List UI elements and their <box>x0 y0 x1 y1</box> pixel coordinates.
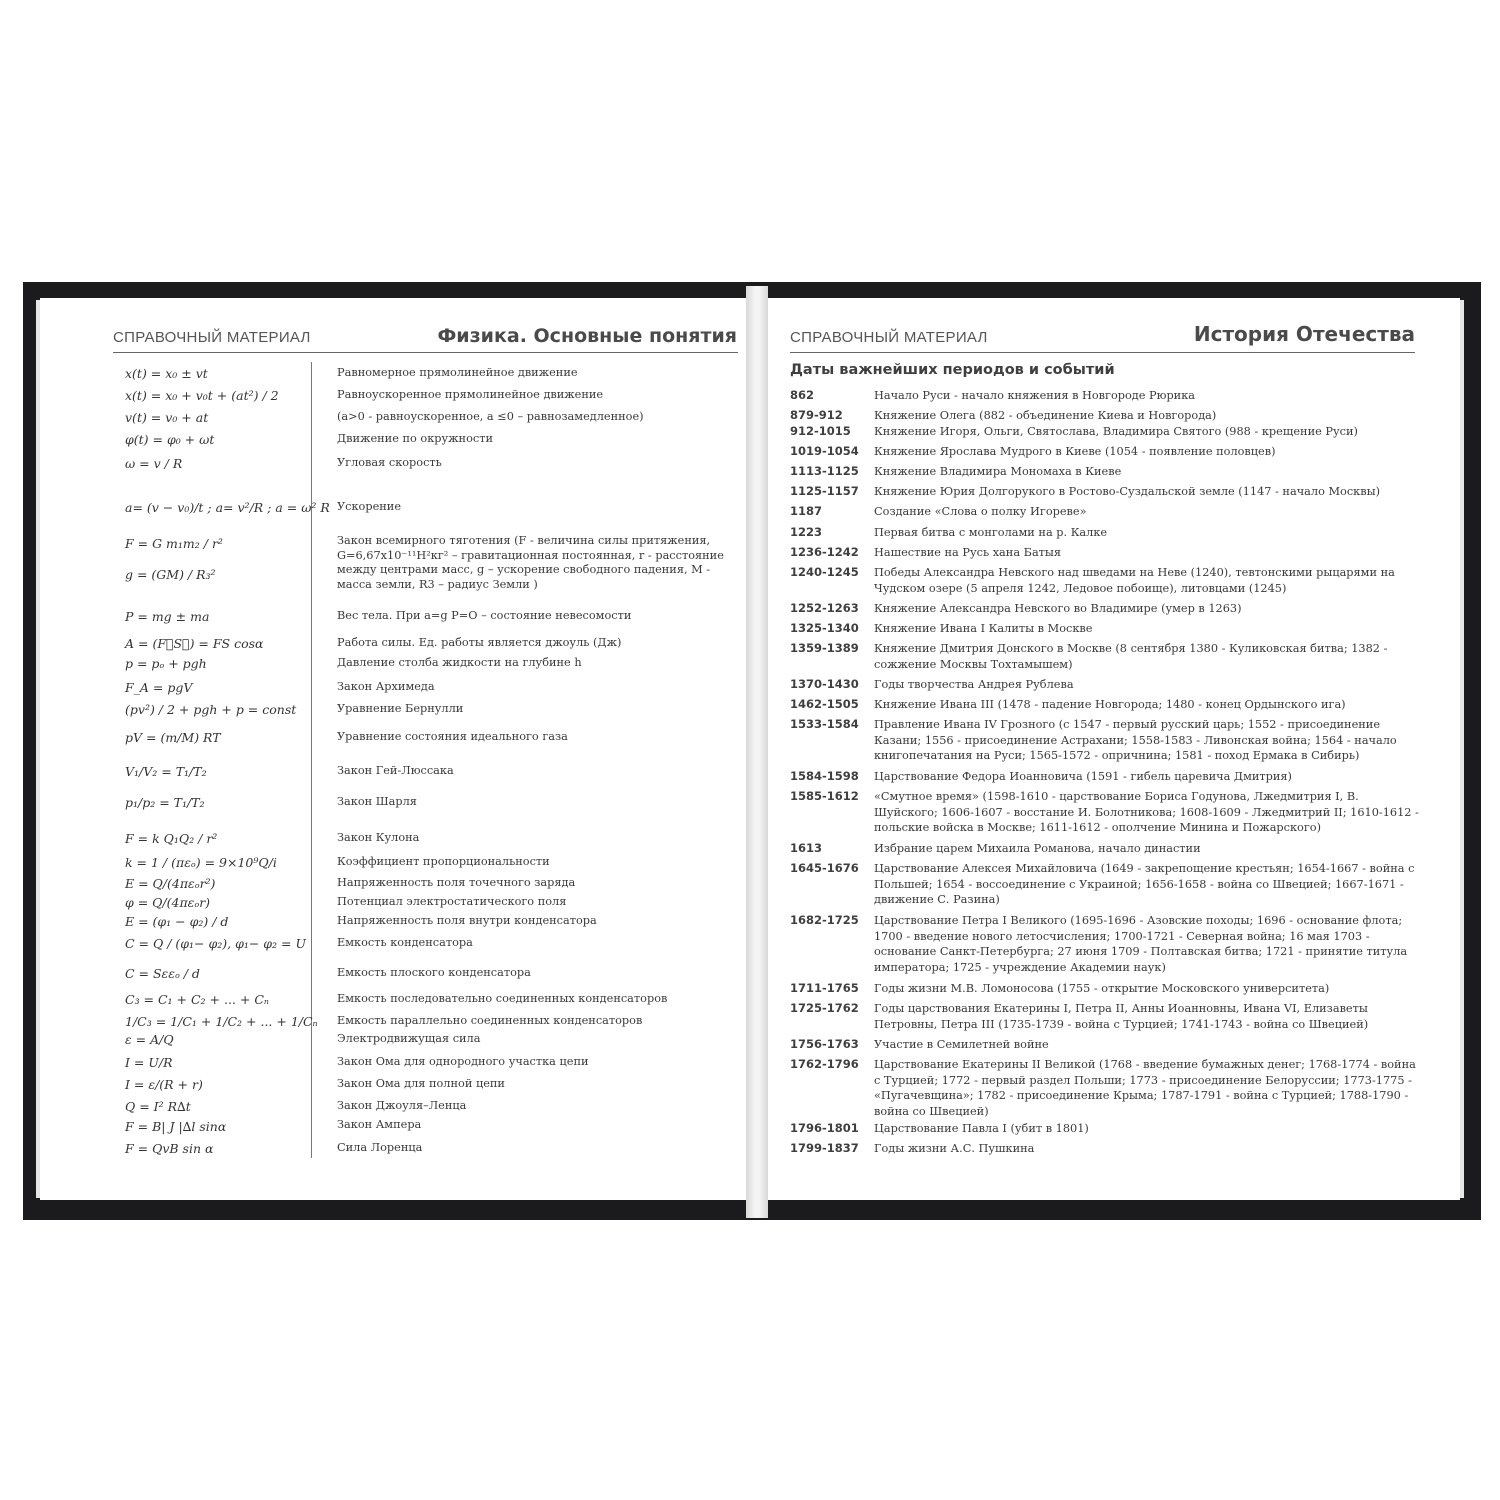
right-header-rule <box>790 352 1415 353</box>
history-event: Первая битва с монголами на р. Калке <box>874 526 1108 539</box>
history-event: Царствование Петра I Великого (1695-1696 - Азовские походы; 1696 - основание флота; 1700 - введение нового летосчисления; 1700-1721 - Северная война; 16 мая 1703 - основание Санкт-Петербурга; 27 июня 1709 - Полтавская битва; 1721 - принятие титула императора; 1725 - учреждение Академии наук) <box>874 914 1408 974</box>
right-header-title: История Отечества <box>1193 322 1415 346</box>
history-event: Царствование Федора Иоанновича (1591 - гибель царевича Дмитрия) <box>874 770 1292 783</box>
formula: pV = (m/M) RT <box>125 730 221 745</box>
formula-description: Коэффициент пропорциональности <box>337 855 550 868</box>
history-date: 1113-1125 <box>790 464 859 478</box>
history-date: 1796-1801 <box>790 1121 859 1135</box>
history-event: Правление Ивана IV Грозного (с 1547 - первый русский царь; 1552 - присоединение Казани; 1556 - присоединение Астрахани; 1558-1583 - Ливонская война; 1564 - начало книгопечатания на Руси; 1565-1572 - опричнина; 1581 - поход Ермака в Сибирь) <box>874 718 1397 762</box>
history-date: 1762-1796 <box>790 1057 859 1071</box>
left-header-title: Физика. Основные понятия <box>437 325 737 347</box>
history-event: Начало Руси - начало княжения в Новгороде Рюрика <box>874 389 1196 402</box>
history-date: 1584-1598 <box>790 769 859 783</box>
formula: F_A = pgV <box>125 680 193 695</box>
history-date: 1370-1430 <box>790 677 859 691</box>
formula-description: Напряженность поля внутри конденсатора <box>337 914 597 927</box>
formula: F = G m₁m₂ / r² <box>125 536 223 551</box>
history-date: 1019-1054 <box>790 444 859 458</box>
left-header-rule <box>113 352 738 353</box>
formula: C = Sεεₒ / d <box>125 966 200 981</box>
history-event: Годы жизни М.В. Ломоносова (1755 - открытие Московского университета) <box>874 982 1330 995</box>
formula-description: Давление столба жидкости на глубине h <box>337 656 582 669</box>
history-date: 1236-1242 <box>790 545 859 559</box>
history-event: Княжение Ярослава Мудрого в Киеве (1054 - появление половцев) <box>874 445 1276 458</box>
formula: E = Q/(4πεₒr²) <box>125 876 216 891</box>
formula-description: Закон Архимеда <box>337 680 435 693</box>
history-event: Княжение Юрия Долгорукого в Ростово-Суздальской земле (1147 - начало Москвы) <box>874 485 1380 498</box>
history-date: 1240-1245 <box>790 565 859 579</box>
formula: I = ε/(R + r) <box>125 1077 203 1092</box>
history-date: 1585-1612 <box>790 789 859 803</box>
history-event: Княжение Игоря, Ольги, Святослава, Владимира Святого (988 - крещение Руси) <box>874 425 1358 438</box>
history-date: 1252-1263 <box>790 601 859 615</box>
history-event: Нашествие на Русь хана Батыя <box>874 546 1062 559</box>
formula: P = mg ± ma <box>125 609 210 624</box>
history-event: Избрание царем Михаила Романова, начало династии <box>874 842 1201 855</box>
formula: F = B| J |∆l sinα <box>125 1119 227 1134</box>
history-event: Годы творчества Андрея Рублева <box>874 678 1074 691</box>
history-event: Княжение Ивана I Калиты в Москве <box>874 622 1093 635</box>
left-header-label: СПРАВОЧНЫЙ МАТЕРИАЛ <box>113 329 311 346</box>
formula-description: Уравнение состояния идеального газа <box>337 730 568 743</box>
formula: V₁/V₂ = T₁/T₂ <box>125 764 207 779</box>
history-subtitle: Даты важнейших периодов и событий <box>790 362 1115 378</box>
formula: 1/C₃ = 1/C₁ + 1/C₂ + ... + 1/Cₙ <box>125 1014 318 1029</box>
formula-description: Работа силы. Ед. работы является джоуль (Дж) <box>337 636 622 649</box>
formula: C₃ = C₁ + C₂ + ... + Cₙ <box>125 992 269 1007</box>
formula: φ = Q/(4πεₒr) <box>125 895 211 910</box>
history-event: Княжение Владимира Мономаха в Киеве <box>874 465 1122 478</box>
history-date: 1359-1389 <box>790 641 859 655</box>
history-event: Победы Александра Невского над шведами на Неве (1240), тевтонскими рыцарями на Чудском озере (5 апреля 1242, Ледовое побоище), литовцами (1245) <box>874 566 1395 595</box>
formula: F = k Q₁Q₂ / r² <box>125 831 218 846</box>
history-event: Годы жизни А.С. Пушкина <box>874 1142 1035 1155</box>
history-date: 1799-1837 <box>790 1141 859 1155</box>
formula-description: Закон всемирного тяготения (F - величина силы притяжения, G=6,67x10⁻¹¹Н²кг² – гравитационная постоянная, r - расстояние между центрами масс, g – ускорение свободного падения, М - масса земли, R3 – радиус Земли ) <box>337 534 724 591</box>
formula: F = QvB sin α <box>125 1141 214 1156</box>
history-event: Участие в Семилетней войне <box>874 1038 1049 1051</box>
history-event: Создание «Слова о полку Игореве» <box>874 505 1087 518</box>
formula-description: Сила Лоренца <box>337 1141 423 1154</box>
formula-description: Ускорение <box>337 500 402 513</box>
history-date: 1187 <box>790 504 823 518</box>
formula: x(t) = x₀ ± vt <box>125 366 208 381</box>
history-event: Княжение Ивана III (1478 - падение Новгорода; 1480 - конец Ордынского ига) <box>874 698 1346 711</box>
formula-description: Закон Ампера <box>337 1118 422 1131</box>
history-date: 1645-1676 <box>790 861 859 875</box>
history-date: 1223 <box>790 525 823 539</box>
formula-description: Электродвижущая сила <box>337 1032 481 1045</box>
formula: p₁/p₂ = T₁/T₂ <box>125 795 205 810</box>
right-header-label: СПРАВОЧНЫЙ МАТЕРИАЛ <box>790 329 988 346</box>
formula-description: Потенциал электростатического поля <box>337 895 567 908</box>
history-event: Княжение Александра Невского во Владимире (умер в 1263) <box>874 602 1242 615</box>
history-date: 1725-1762 <box>790 1001 859 1015</box>
formula: Q = I² R∆t <box>125 1099 191 1114</box>
formula: v(t) = v₀ + at <box>125 410 209 425</box>
formula-description: Движение по окружности <box>337 432 493 445</box>
history-date: 879-912 <box>790 408 843 422</box>
history-date: 1462-1505 <box>790 697 859 711</box>
formula: k = 1 / (πεₒ) = 9×10⁹Q/i <box>125 855 277 870</box>
formula-description: Закон Ома для однородного участка цепи <box>337 1055 589 1068</box>
history-date: 1613 <box>790 841 823 855</box>
history-date: 1125-1157 <box>790 484 859 498</box>
formula-description: Равноускоренное прямолинейное движение <box>337 388 604 401</box>
formula: I = U/R <box>125 1055 173 1070</box>
formula: g = (GM) / R₃² <box>125 567 216 582</box>
formula: C = Q / (φ₁− φ₂), φ₁− φ₂ = U <box>125 936 306 951</box>
history-date: 1682-1725 <box>790 913 859 927</box>
formula-description: Закон Ома для полной цепи <box>337 1077 505 1090</box>
formula-description: Закон Гей-Люссака <box>337 764 454 777</box>
history-date: 1533-1584 <box>790 717 859 731</box>
formula: A = (F⃗S⃗) = FS cosα <box>125 636 264 651</box>
history-event: «Смутное время» (1598-1610 - царствование Бориса Годунова, Лжедмитрия I, В. Шуйского; 1606-1607 - восстание И. Болотникова; 1608-1609 - Лжедмитрий II; 1610-1612 - польские войска в Москве; 1611-1612 - ополчение Минина и Пожарского) <box>874 790 1419 834</box>
formula-description: Емкость параллельно соединенных конденсаторов <box>337 1014 643 1027</box>
history-date: 912-1015 <box>790 424 851 438</box>
book-gutter <box>746 286 768 1218</box>
formula-description: Угловая скорость <box>337 456 442 469</box>
history-event: Царствование Екатерины II Великой (1768 - введение бумажных денег; 1768-1774 - война с Турцией; 1772 - первый раздел Польши; 1773 - присоединение Белоруссии; 1773-1775 - «Пугачевщина»; 1782 - присоединение Крыма; 1787-1791 - война с Турцией; 1788-1790 - война со Швецией) <box>874 1058 1416 1118</box>
history-event: Царствование Павла I (убит в 1801) <box>874 1122 1089 1135</box>
history-date: 1325-1340 <box>790 621 859 635</box>
formula: φ(t) = φ₀ + ωt <box>125 432 215 447</box>
formula-description: Закон Джоуля–Ленца <box>337 1099 467 1112</box>
formula: p = pₒ + pgh <box>125 656 207 671</box>
formula-description: Емкость плоского конденсатора <box>337 966 531 979</box>
formula-description: Закон Кулона <box>337 831 420 844</box>
history-event: Годы царствования Екатерины I, Петра II, Анны Иоанновны, Ивана VI, Елизаветы Петровны, Петра III (1735-1739 - война с Турцией; 1741-1743 - война со Швецией) <box>874 1002 1369 1031</box>
formula: ω = v / R <box>125 456 183 471</box>
formula: x(t) = x₀ + v₀t + (at²) / 2 <box>125 388 279 403</box>
formula: (pv²) / 2 + pgh + p = const <box>125 702 297 717</box>
history-event: Княжение Олега (882 - объединение Киева и Новгорода) <box>874 409 1217 422</box>
left-column-divider <box>311 362 312 1158</box>
formula: a= (v − v₀)/t ; a= v²/R ; a = ω² R <box>125 500 330 515</box>
history-event: Царствование Алексея Михайловича (1649 - закрепощение крестьян; 1654-1667 - война с Польшей; 1654 - воссоединение с Украиной; 1656-1658 - война со Швецией; 1667-1671 - движение С. Разина) <box>874 862 1415 906</box>
formula-description: Напряженность поля точечного заряда <box>337 876 576 889</box>
history-event: Княжение Дмитрия Донского в Москве (8 сентября 1380 - Куликовская битва; 1382 - сожжение Москвы Тохтамышем) <box>874 642 1388 671</box>
formula-description: Уравнение Бернулли <box>337 702 464 715</box>
history-date: 862 <box>790 388 815 402</box>
formula-description: (a>0 - равноускоренное, a ≤0 – равнозамедленное) <box>337 410 644 423</box>
history-date: 1756-1763 <box>790 1037 859 1051</box>
formula-description: Равномерное прямолинейное движение <box>337 366 578 379</box>
formula-description: Закон Шарля <box>337 795 417 808</box>
formula: E = (φ₁ − φ₂) / d <box>125 914 229 929</box>
formula: ε = A/Q <box>125 1032 174 1047</box>
formula-description: Емкость конденсатора <box>337 936 473 949</box>
formula-description: Вес тела. При a=g P=O – состояние невесомости <box>337 609 632 622</box>
right-page-edge <box>1460 300 1464 1198</box>
formula-description: Емкость последовательно соединенных конденсаторов <box>337 992 668 1005</box>
history-date: 1711-1765 <box>790 981 859 995</box>
